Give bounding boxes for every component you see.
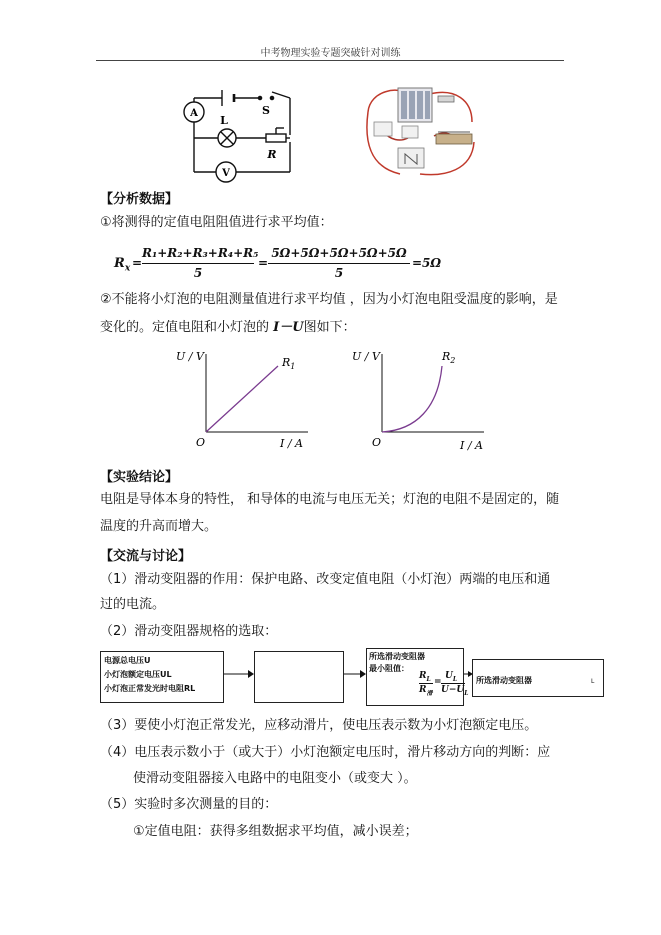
graph2-xlabel: I / A [460, 439, 483, 452]
r1-line [206, 366, 278, 432]
formula-numerator2: 5Ω+5Ω+5Ω+5Ω+5Ω [271, 246, 407, 260]
header-rule [96, 60, 564, 61]
flow-box3-line1: 所选滑动变阻器 [369, 652, 425, 661]
flow-box4-label: 所选滑动变阻器 [476, 676, 532, 685]
page-header: 中考物理实验专题突破针对训练 [260, 48, 401, 59]
lamp-label: L [220, 114, 228, 127]
r2-curve [382, 366, 442, 432]
graph2-curve-label: $R_2$ [442, 350, 456, 365]
q4-line1: （4）电压表示数小于（或大于）小灯泡额定电压时，滑片移动方向的判断：应 [100, 745, 551, 760]
formula-lhs-sub: x [124, 263, 131, 274]
q4-line2: 使滑动变阻器接入电路中的电阻变小（或变大 ）。 [133, 771, 417, 786]
formula-denominator1: 5 [193, 266, 203, 280]
formula-denominator2: 5 [334, 266, 344, 280]
graph1-origin: O [196, 436, 206, 449]
graph1-xlabel: I / A [280, 437, 303, 450]
item2-text-a: 变化的。定值电阻和小灯泡的 [100, 320, 274, 335]
apparatus-illustration [360, 82, 480, 182]
discussion-heading: 【交流与讨论】 [100, 549, 192, 564]
graph2-ylabel: U / V [352, 350, 380, 363]
q3: （3）要使小灯泡正常发光，应移动滑片，使电压表示数为小灯泡额定电压。 [100, 718, 538, 733]
flow-box1-line1: 电源总电压U [104, 656, 151, 665]
flow-box3-line2: 最小阻值： [369, 664, 409, 673]
q1-line2: 过的电流。 [100, 597, 166, 612]
flow-box-inputs [100, 651, 224, 703]
analysis-item2-line2 [100, 320, 356, 336]
analysis-heading: 【分析数据】 [100, 192, 179, 207]
graph1-ylabel: U / V [176, 350, 204, 363]
analysis-item1: ①将测得的定值电阻阻值进行求平均值： [100, 215, 333, 230]
q2: （2）滑动变阻器规格的选取： [100, 624, 278, 639]
flow-box-selected-rheostat [472, 659, 604, 697]
arrow-1-icon [224, 668, 254, 680]
formula-numerator1: R₁+R₂+R₃+R₄+R₅ [142, 246, 259, 260]
voltmeter-label: V [222, 168, 230, 179]
rheostat-label: R [267, 148, 277, 161]
flow-box1-line2: 小灯泡额定电压UL [104, 670, 172, 679]
conclusion-line2: 温度的升高而增大。 [100, 519, 218, 534]
flow-box-empty [254, 651, 344, 703]
formula-result: =5Ω [412, 256, 442, 270]
graph1-curve-label: $R_1$ [282, 356, 296, 371]
conclusion-heading: 【实验结论】 [100, 470, 179, 485]
graph2-origin: O [372, 436, 382, 449]
ammeter-label: A [190, 108, 198, 119]
item2-text-b: 图如下： [303, 320, 356, 335]
q1-line1: （1）滑动变阻器的作用：保护电路、改变定值电阻（小灯泡）两端的电压和通 [100, 572, 551, 587]
arrow-2-icon [344, 668, 366, 680]
circuit-diagram [178, 80, 298, 184]
analysis-item2-line1: ②不能将小灯泡的电阻测量值进行求平均值 ，因为小灯泡电阻受温度的影响，是 [100, 292, 558, 307]
switch-label: S [262, 104, 270, 117]
q5-item1: ①定值电阻：获得多组数据求平均值，减小误差； [133, 824, 418, 839]
formula-lhs: R [114, 256, 125, 271]
graph-resistor [170, 346, 320, 454]
conclusion-line1: 电阻是导体本身的特性， 和导体的电流与电压无关；灯泡的电阻不是固定的，随 [100, 492, 560, 507]
iu-symbol: I－U [273, 320, 304, 335]
flow-box1-line3: 小灯泡正常发光时电阻RL [104, 684, 196, 693]
flow-box-min-resistance: 所选滑动变阻器 最小阻值： $R_L$ $R_滑$ = $U_L$ $U-U_L$ [366, 648, 464, 706]
average-formula: $R_x$ = R₁+R₂+R₃+R₄+R₅ 5 = 5Ω+5Ω+5Ω+5Ω+5Ω 5 =5Ω [114, 246, 442, 280]
flow-box4-mark: L [591, 678, 595, 685]
graph-lamp [346, 346, 496, 454]
q5: （5）实验时多次测量的目的： [100, 797, 278, 812]
